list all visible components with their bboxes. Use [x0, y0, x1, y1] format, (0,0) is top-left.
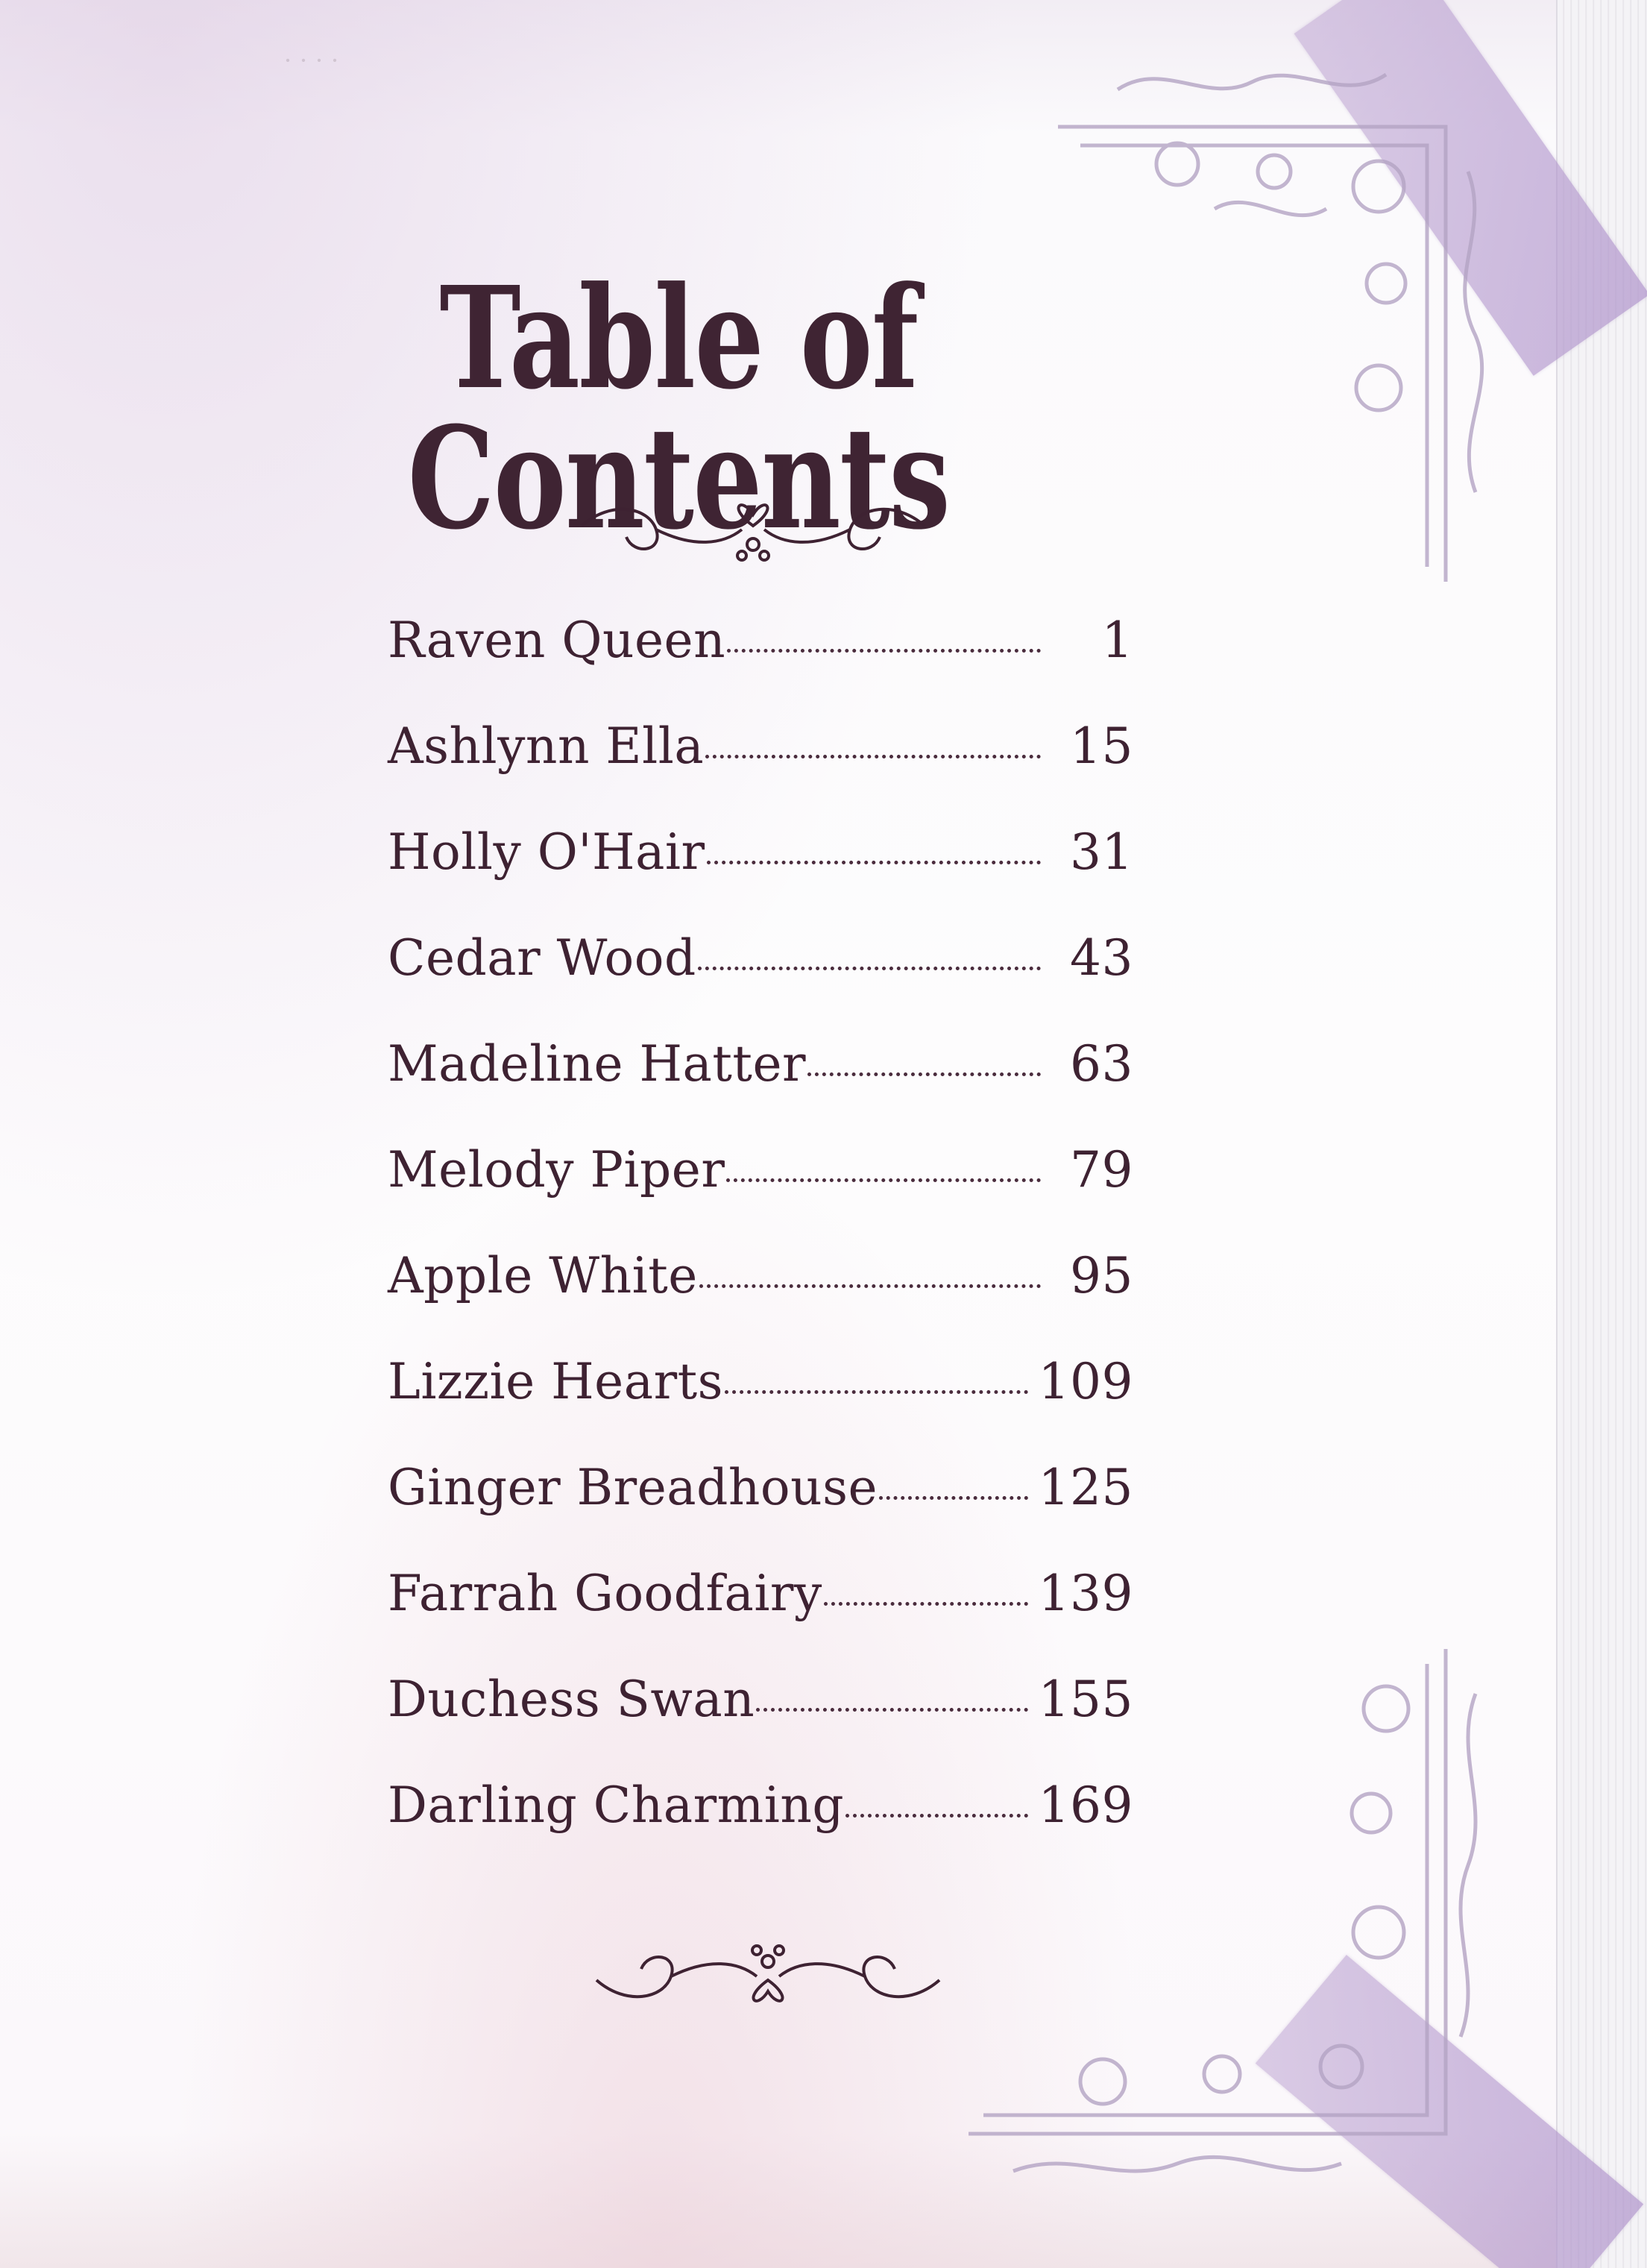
- toc-entry-page: 15: [1070, 717, 1133, 775]
- page-title: Table of Contents: [407, 256, 950, 561]
- toc-entry-name: Cedar Wood: [388, 929, 696, 987]
- dot-leader: [707, 861, 1041, 864]
- toc-entry-page: 79: [1070, 1141, 1133, 1199]
- dot-leader: [725, 1390, 1027, 1394]
- toc-entry-page: 1: [1101, 612, 1133, 669]
- toc-entry-farrah-goodfairy[interactable]: [388, 1565, 1133, 1671]
- toc-entry-cedar-wood[interactable]: [388, 929, 1133, 1035]
- toc-entry-name: Melody Piper: [388, 1141, 725, 1199]
- toc-entry-page: 125: [1038, 1459, 1133, 1516]
- toc-entry-name: Farrah Goodfairy: [388, 1565, 822, 1622]
- toc-entry-ginger-breadhouse[interactable]: [388, 1459, 1133, 1565]
- dot-leader: [845, 1814, 1027, 1818]
- corner-ornament-top-icon: [1028, 60, 1490, 626]
- dot-leader: [879, 1496, 1027, 1500]
- toc-entry-name: Duchess Swan: [388, 1671, 755, 1728]
- dot-leader: [727, 649, 1041, 653]
- dot-leader: [726, 1178, 1041, 1182]
- toc-entry-page: 109: [1038, 1353, 1133, 1410]
- dot-leader: [807, 1072, 1041, 1076]
- toc-entry-raven-queen[interactable]: [388, 612, 1133, 717]
- toc-entry-ashlynn-ella[interactable]: [388, 717, 1133, 823]
- toc-entry-page: 31: [1070, 823, 1133, 881]
- toc-entry-page: 43: [1070, 929, 1133, 987]
- toc-entry-name: Holly O'Hair: [388, 823, 705, 881]
- toc-entry-name: Ginger Breadhouse: [388, 1459, 878, 1516]
- toc-entry-name: Lizzie Hearts: [388, 1353, 724, 1410]
- flourish-divider-bottom-icon: [582, 1939, 954, 2021]
- toc-entry-melody-piper[interactable]: [388, 1141, 1133, 1247]
- toc-entry-page: 169: [1038, 1777, 1133, 1834]
- table-of-contents: [388, 612, 1133, 1882]
- toc-entry-name: Madeline Hatter: [388, 1035, 807, 1093]
- toc-entry-darling-charming[interactable]: [388, 1777, 1133, 1882]
- toc-entry-name: Raven Queen: [388, 612, 726, 669]
- toc-entry-duchess-swan[interactable]: [388, 1671, 1133, 1777]
- toc-entry-name: Ashlynn Ella: [388, 717, 705, 775]
- toc-entry-lizzie-hearts[interactable]: [388, 1353, 1133, 1459]
- toc-entry-page: 63: [1070, 1035, 1133, 1093]
- dot-leader: [698, 967, 1041, 970]
- dot-leader: [699, 1284, 1041, 1288]
- toc-entry-name: Apple White: [388, 1247, 698, 1304]
- toc-entry-holly-ohair[interactable]: [388, 823, 1133, 929]
- toc-entry-page: 95: [1070, 1247, 1133, 1304]
- toc-entry-madeline-hatter[interactable]: [388, 1035, 1133, 1141]
- toc-entry-page: 139: [1038, 1565, 1133, 1622]
- toc-entry-apple-white[interactable]: [388, 1247, 1133, 1353]
- dot-leader: [705, 755, 1041, 758]
- flourish-divider-top-icon: [567, 485, 939, 567]
- dot-leader: [756, 1708, 1027, 1712]
- toc-entry-name: Darling Charming: [388, 1777, 845, 1834]
- dot-leader: [824, 1602, 1028, 1606]
- bleed-through-text: · · · ·: [283, 45, 339, 75]
- toc-entry-page: 155: [1038, 1671, 1133, 1728]
